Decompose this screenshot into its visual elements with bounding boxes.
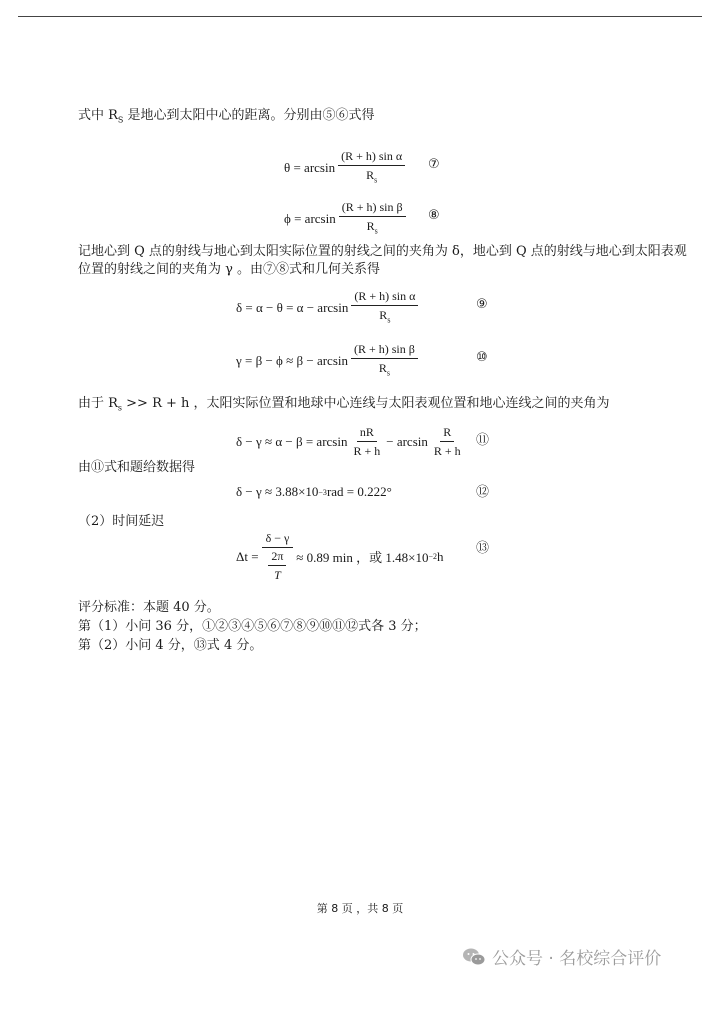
- page-footer: 第 8 页 ，共 8 页: [316, 902, 404, 915]
- watermark: [462, 944, 661, 969]
- equation-7: θ = arcsin $\frac{\text{(R + h) sin α}}{R_s}$: [284, 148, 408, 188]
- paragraph-from-eq11: 由⑪式和题给数据得: [78, 460, 196, 475]
- paragraph-intro: 式中 $R_S$ 是地心到太阳中心的距离。分别由⑤⑥式得: [78, 108, 375, 125]
- paragraph-time-delay: （2）时间延迟: [78, 514, 165, 529]
- equation-9: δ = α − θ = α − arcsin $\frac{\text{(R + h) sin α}}{R_s}$: [236, 288, 421, 328]
- equation-number-9: ⑨: [476, 297, 488, 312]
- paragraph-approximation: 由于 $R_s >> R + h$ ，太阳实际位置和地球中心连线与太阳表观位置和地心连线之间的夹角为: [78, 396, 610, 413]
- equation-number-13: ⑬: [476, 541, 490, 556]
- equation-number-12: ⑫: [476, 485, 490, 500]
- equation-12: δ − γ ≈ 3.88×10 −3 rad = 0.222°: [236, 484, 392, 499]
- scoring-part2: 第（2）小问 4 分，⑬式 4 分。: [78, 638, 263, 653]
- scoring-title: 评分标准：本题 40 分。: [78, 600, 220, 615]
- equation-8: ϕ = arcsin $\frac{\text{(R + h) sin β}}{R_s}$: [284, 199, 409, 239]
- equation-11: δ − γ ≈ α − β = arcsin $\frac{nR}{R + h}$ − arcsin $\frac{R}{R + h}$: [236, 425, 461, 458]
- equation-10: γ = β − ϕ ≈ β − arcsin $\frac{\text{(R + h) sin β}}{R_s}$: [236, 341, 421, 381]
- scoring-part1: 第（1）小问 36 分，①②③④⑤⑥⑦⑧⑨⑩⑪⑫式各 3 分；: [78, 619, 427, 634]
- equation-number-7: ⑦: [428, 157, 440, 172]
- top-rule: [18, 16, 702, 17]
- paragraph-angles-line2: 位置的射线之间的夹角为 γ 。由⑦⑧式和几何关系得: [78, 262, 381, 277]
- wechat-icon: [462, 947, 486, 967]
- equation-number-10: ⑩: [476, 350, 488, 365]
- equation-13: Δt = $\frac{\delta - \gamma}{\frac{2\pi}{T}}$ ≈ 0.89 min ，或 1.48×10 −2 h: [236, 531, 444, 582]
- paragraph-angles-line1: 记地心到 Q 点的射线与地心到太阳实际位置的射线之间的夹角为 δ，地心到 Q 点的射线与地心到太阳表观: [78, 244, 687, 259]
- watermark-text: 公众号 · 名校综合评价: [492, 949, 662, 969]
- equation-number-11: ⑪: [476, 433, 490, 448]
- equation-number-8: ⑧: [428, 208, 440, 223]
